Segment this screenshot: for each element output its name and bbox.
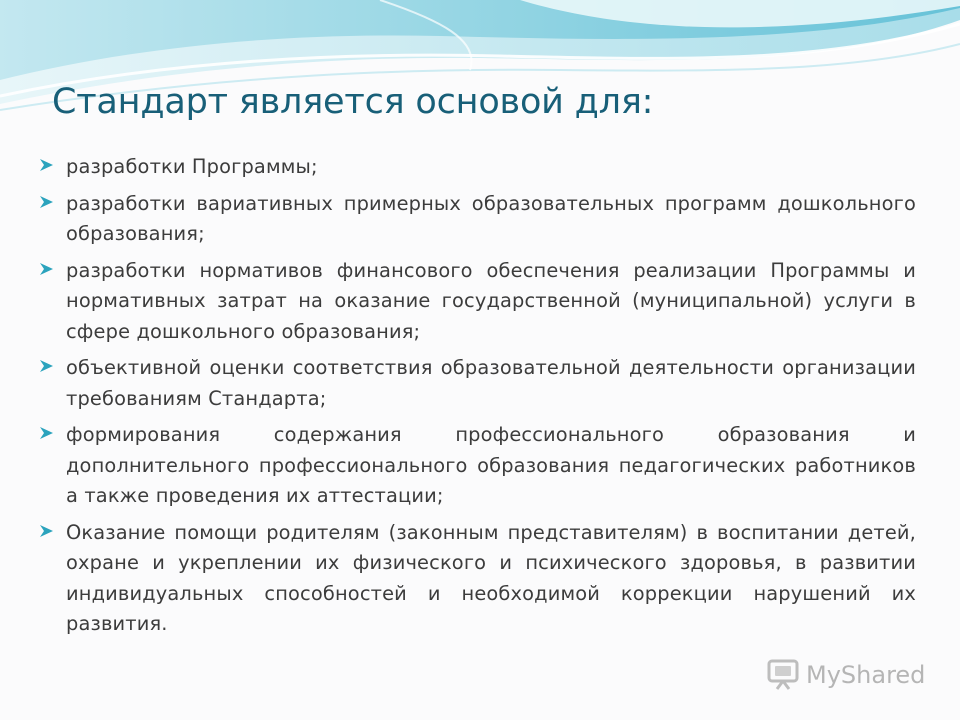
watermark (766, 657, 926, 695)
bullet-list (38, 152, 916, 646)
presentation-board-icon (766, 657, 800, 691)
list-item-text: разработки Программы; (66, 155, 318, 178)
list-item-text: разработки вариативных примерных образовательных программ дошкольного образования; (66, 191, 916, 245)
list-item-text: разработки нормативов финансового обеспечения реализации Программы и нормативных затрат на оказание государственной (муниципальной) услуги в сфере дошкольного образования; (66, 258, 916, 343)
list-item (38, 152, 916, 183)
watermark-text: MyShared (806, 661, 926, 689)
list-item (38, 256, 916, 348)
list-item (38, 353, 916, 414)
slide-title: Стандарт является основой для: (52, 82, 654, 122)
arrow-bullet-icon (38, 260, 56, 278)
arrow-bullet-icon (38, 193, 56, 211)
list-item (38, 420, 916, 512)
list-item-text: Оказание помощи родителям (законным представителям) в воспитании детей, охране и укреплении их физического и психического здоровья, в развитии индивидуальных способностей и необходимой коррекции нарушений их развития. (66, 520, 916, 635)
arrow-bullet-icon (38, 156, 56, 174)
arrow-bullet-icon (38, 424, 56, 442)
arrow-bullet-icon (38, 357, 56, 375)
list-item-text: формирования содержания профессионального образования и дополнительного профессионального образования педагогических работников а также проведения их аттестации; (66, 423, 916, 507)
list-item (38, 518, 916, 640)
arrow-bullet-icon (38, 522, 56, 540)
list-item-text: объективной оценки соответствия образовательной деятельности организации требованиям Стандарта; (66, 356, 916, 410)
list-item (38, 189, 916, 250)
